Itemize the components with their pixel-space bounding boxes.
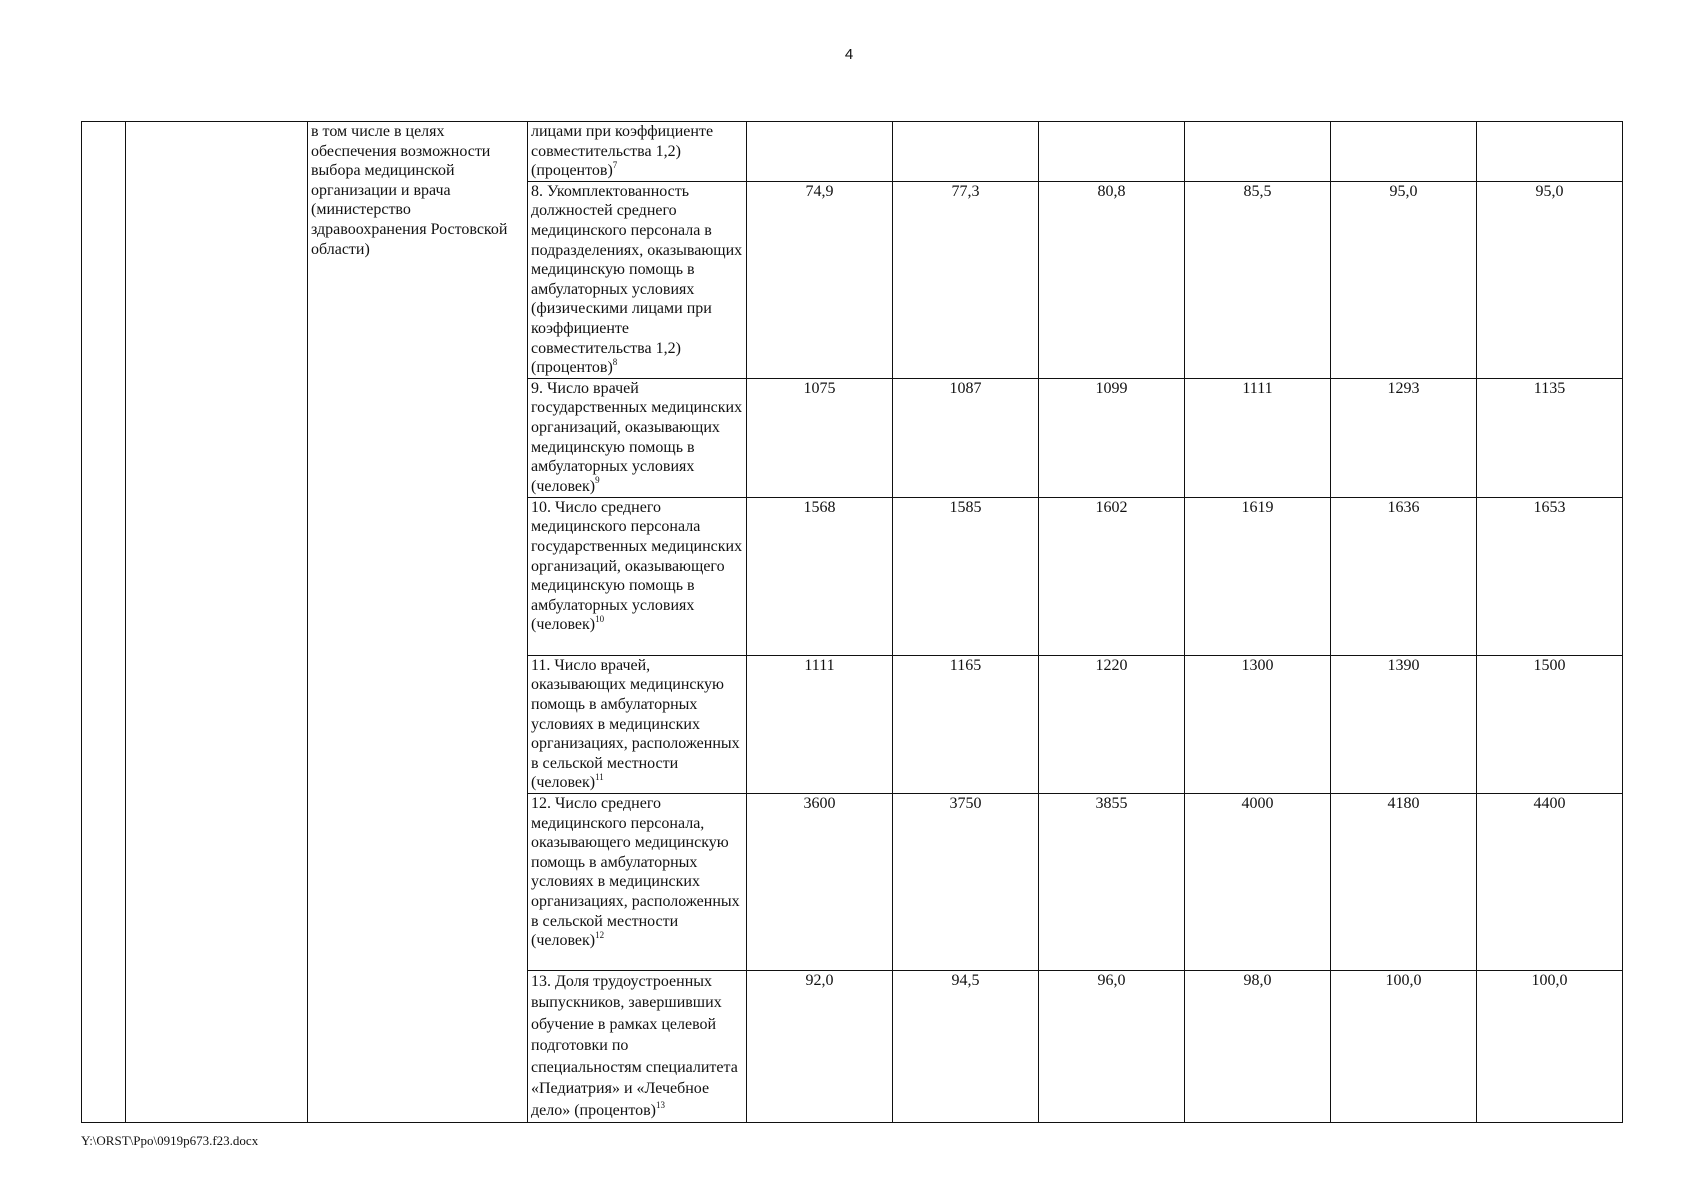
goal-cell: в том числе в целях обеспечения возможности выбора медицинской организации и врача (министерство здравоохранения Ростовской области) <box>308 122 528 1123</box>
indicator-text: 13. Доля трудоустроенных выпускников, завершивших обучение в рамках целевой подготовки по специальностям специалитета «Педиатрия» и «Лечебное дело» (процентов) <box>531 972 738 1119</box>
value-cell: 92,0 <box>747 970 893 1122</box>
value-cell: 1602 <box>1039 497 1185 655</box>
value-cell: 1568 <box>747 497 893 655</box>
number-cell <box>82 122 126 1123</box>
footnote-ref: 7 <box>612 159 618 170</box>
value-cell: 1300 <box>1185 655 1331 793</box>
value-cell: 1135 <box>1477 378 1623 497</box>
indicator-text: 10. Число среднего медицинского персонала государственных медицинских организаций, оказывающего медицинскую помощь в амбулаторных условиях (человек) <box>531 498 743 634</box>
value-cell: 1111 <box>747 655 893 793</box>
value-cell: 77,3 <box>893 181 1039 378</box>
value-cell: 1087 <box>893 378 1039 497</box>
value-cell: 1111 <box>1185 378 1331 497</box>
value-cell: 3600 <box>747 793 893 970</box>
program-cell <box>126 122 308 1123</box>
footnote-ref: 10 <box>595 614 605 625</box>
value-cell: 1636 <box>1331 497 1477 655</box>
value-cell: 1165 <box>893 655 1039 793</box>
value-cell: 100,0 <box>1477 970 1623 1122</box>
footnote-ref: 8 <box>612 356 618 367</box>
value-cell: 1099 <box>1039 378 1185 497</box>
value-cell: 1390 <box>1331 655 1477 793</box>
value-cell: 95,0 <box>1477 181 1623 378</box>
value-cell: 1585 <box>893 497 1039 655</box>
indicator-text: 9. Число врачей государственных медицинских организаций, оказывающих медицинскую помощь в амбулаторных условиях (человек) <box>531 379 743 495</box>
value-cell: 3750 <box>893 793 1039 970</box>
value-cell: 80,8 <box>1039 181 1185 378</box>
value-cell: 95,0 <box>1331 181 1477 378</box>
file-path: Y:\ORST\Ppo\0919p673.f23.docx <box>81 1133 259 1148</box>
value-cell: 1293 <box>1331 378 1477 497</box>
value-cell: 1500 <box>1477 655 1623 793</box>
value-cell: 3855 <box>1039 793 1185 970</box>
indicator-continuation <box>528 122 747 182</box>
page-number: 4 <box>844 46 854 63</box>
value-cell: 1619 <box>1185 497 1331 655</box>
indicators-table <box>81 121 1623 1123</box>
table-row-continuation <box>82 122 1623 182</box>
indicator-cell <box>528 793 747 970</box>
indicator-text: 8. Укомплектованность должностей среднего медицинского персонала в подразделениях, оказывающих медицинскую помощь в амбулаторных условиях (физическими лицами при коэффициенте совместительства 1,2) (процентов) <box>531 182 743 377</box>
indicator-text: лицами при коэффициенте совместительства 1,2) (процентов) <box>531 123 714 180</box>
value-cell: 4000 <box>1185 793 1331 970</box>
footnote-ref: 11 <box>595 772 604 783</box>
indicator-cell <box>528 970 747 1122</box>
indicator-text: 12. Число среднего медицинского персонала, оказывающего медицинскую помощь в амбулаторных условиях в медицинских организациях, расположенных в сельской местности (человек) <box>531 794 740 950</box>
value-cell: 96,0 <box>1039 970 1185 1122</box>
value-cell: 94,5 <box>893 970 1039 1122</box>
indicator-cell <box>528 655 747 793</box>
footnote-ref: 13 <box>656 1099 666 1110</box>
value-cell: 1653 <box>1477 497 1623 655</box>
value-cell: 74,9 <box>747 181 893 378</box>
indicator-cell <box>528 497 747 655</box>
footnote-ref: 12 <box>595 929 605 940</box>
value-cell: 85,5 <box>1185 181 1331 378</box>
value-cell: 1075 <box>747 378 893 497</box>
footnote-ref: 9 <box>595 475 600 486</box>
value-cell: 98,0 <box>1185 970 1331 1122</box>
indicator-text: 11. Число врачей, оказывающих медицинскую помощь в амбулаторных условиях в медицинских организациях, расположенных в сельской местности (человек) <box>531 656 740 792</box>
value-cell: 4180 <box>1331 793 1477 970</box>
value-cell: 4400 <box>1477 793 1623 970</box>
indicator-cell <box>528 378 747 497</box>
value-cell: 1220 <box>1039 655 1185 793</box>
value-cell: 100,0 <box>1331 970 1477 1122</box>
indicator-cell <box>528 181 747 378</box>
